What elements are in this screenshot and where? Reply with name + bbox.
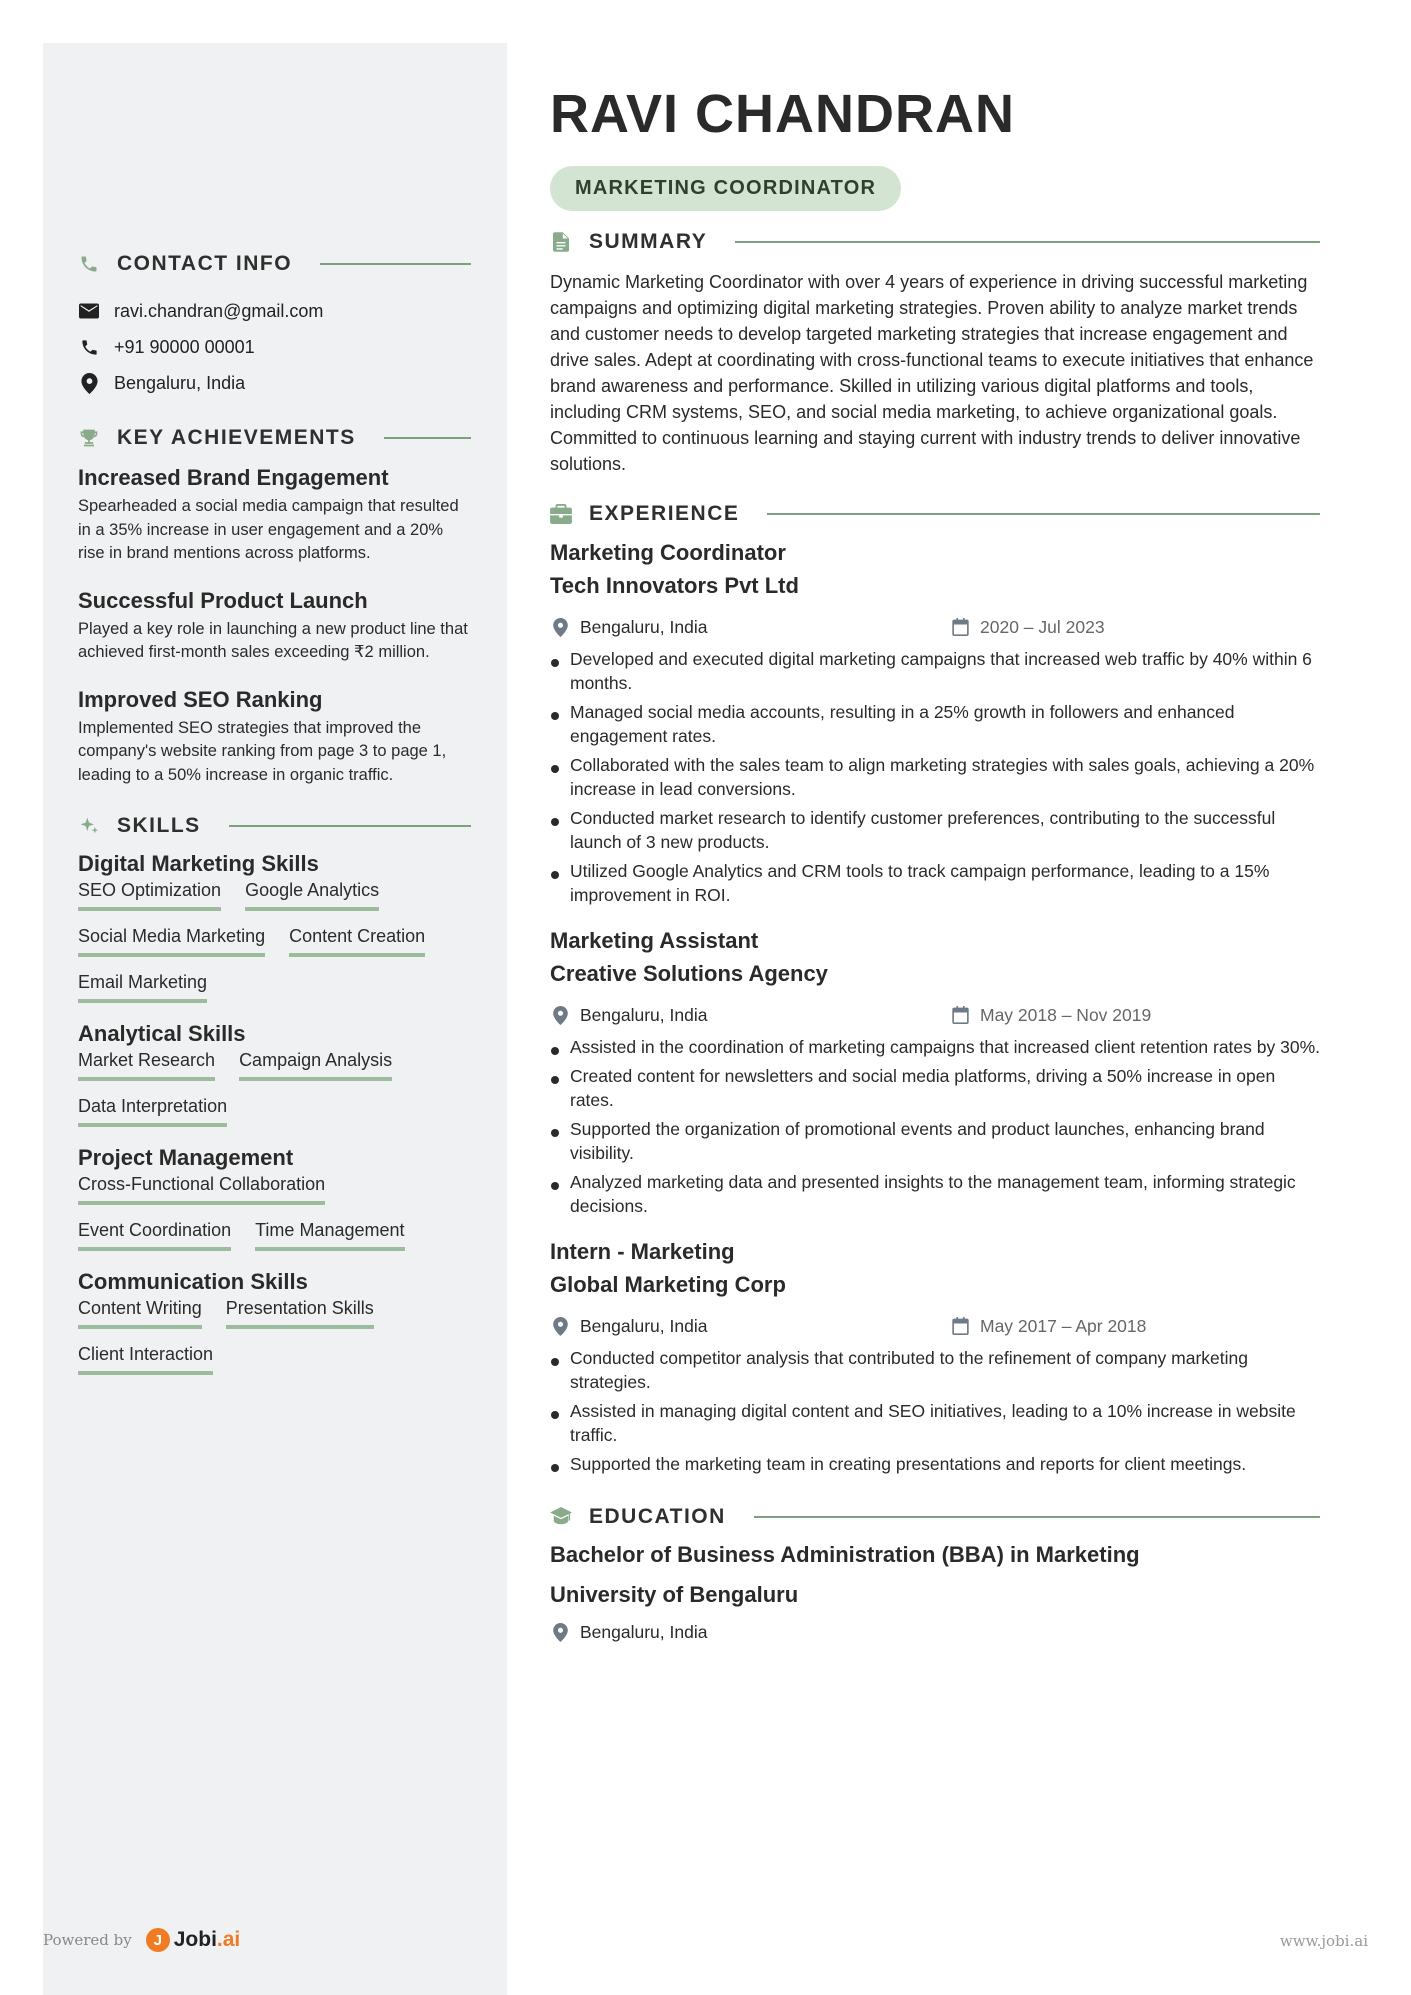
achievement-title: Increased Brand Engagement: [78, 465, 389, 490]
candidate-name: RAVI CHANDRAN: [550, 84, 1015, 144]
job-entry: [550, 925, 1320, 1218]
contact-location: [78, 365, 471, 401]
jobi-logo[interactable]: [146, 1928, 241, 1952]
job-entry: [550, 537, 1320, 907]
list-item: Analyzed marketing data and presented insights to the management team, informing strategic decisions.: [550, 1170, 1320, 1218]
skill-tags: [78, 879, 471, 1003]
job-bullets: [550, 647, 1320, 907]
powered-by: [43, 1928, 240, 1952]
section-rule: [229, 825, 471, 827]
job-title: Marketing Assistant: [550, 928, 759, 953]
job-company: Tech Innovators Pvt Ltd: [550, 573, 799, 598]
mail-icon: [78, 300, 100, 322]
job-location: Bengaluru, India: [580, 616, 708, 637]
skill-group: [78, 1269, 471, 1375]
list-item: Assisted in managing digital content and SEO initiatives, leading to a 10% increase in website traffic.: [550, 1399, 1320, 1447]
skill-group-title: Digital Marketing Skills: [78, 851, 319, 876]
location-pin-icon: [550, 617, 570, 637]
job-dates: May 2018 – Nov 2019: [980, 1004, 1152, 1025]
skill-tag: Cross-Functional Collaboration: [78, 1173, 325, 1205]
briefcase-icon: [550, 503, 572, 525]
summary-text: Dynamic Marketing Coordinator with over 4 years of experience in driving successful marketing campaigns and optimizing digital marketing strategies. Proven ability to analyze market trends and customer needs to develop targeted marketing strategies that increase engagement and drive sales. Adept at coordinating with cross-functional teams to execute initiatives that enhance brand awareness and performance. Skilled in utilizing various digital platforms and tools, including CRM systems, SEO, and social media marketing, to achieve organizational goals. Committed to continuous learning and staying current with industry trends to deliver innovative solutions.: [550, 272, 1314, 474]
education-heading: EDUCATION: [550, 1500, 1320, 1534]
list-item: Developed and executed digital marketing campaigns that increased web traffic by 40% within 6 months.: [550, 647, 1320, 695]
list-item: Supported the organization of promotional events and product launches, enhancing brand visibility.: [550, 1117, 1320, 1165]
education-school: University of Bengaluru: [550, 1582, 799, 1607]
skill-tags: [78, 1173, 471, 1251]
achievement-desc: Played a key role in launching a new product line that achieved first-month sales exceeding ₹2 million.: [78, 619, 468, 661]
skill-group: [78, 1145, 471, 1251]
powered-by-text: Powered by: [43, 1931, 132, 1949]
skill-tag: Email Marketing: [78, 971, 207, 1003]
job-company: Creative Solutions Agency: [550, 961, 828, 986]
contact-section: [78, 247, 471, 1393]
role-badge: MARKETING COORDINATOR: [550, 166, 901, 211]
jobi-logo-suffix: .ai: [216, 1928, 241, 1951]
job-meta: [550, 609, 1320, 645]
location-pin-icon: [78, 372, 100, 394]
trophy-icon: [78, 427, 100, 449]
calendar-icon: [950, 1316, 970, 1336]
skill-group-title: Analytical Skills: [78, 1021, 246, 1046]
list-item: Managed social media accounts, resulting in a 25% growth in followers and enhanced engagement rates.: [550, 700, 1320, 748]
job-entry: [550, 1236, 1320, 1476]
contact-phone[interactable]: [78, 329, 471, 365]
education-location: Bengaluru, India: [580, 1621, 708, 1642]
job-meta: [550, 1308, 1320, 1344]
achievement-item: [78, 687, 471, 788]
job-bullets: [550, 1035, 1320, 1218]
skill-tags: [78, 1297, 471, 1375]
location-pin-icon: [550, 1316, 570, 1336]
list-item: Utilized Google Analytics and CRM tools to track campaign performance, leading to a 15% improvement in ROI.: [550, 859, 1320, 907]
section-rule: [767, 513, 1320, 515]
phone-icon: [78, 336, 100, 358]
document-icon: [550, 231, 572, 253]
list-item: Conducted market research to identify customer preferences, contributing to the successful launch of 3 new products.: [550, 806, 1320, 854]
section-rule: [735, 241, 1320, 243]
job-location: Bengaluru, India: [580, 1004, 708, 1025]
skill-tag: Social Media Marketing: [78, 925, 265, 957]
graduation-cap-icon: [550, 1506, 572, 1528]
section-rule: [320, 263, 471, 265]
skill-tag: Time Management: [255, 1219, 404, 1251]
phone-icon: [78, 253, 100, 275]
achievement-title: Improved SEO Ranking: [78, 686, 323, 712]
footer-site-link[interactable]: www.jobi.ai: [1279, 1932, 1368, 1950]
skill-group: [78, 1021, 471, 1127]
skill-tag: Data Interpretation: [78, 1095, 227, 1127]
jobi-logo-text: Jobi: [173, 1928, 217, 1951]
skill-group-title: Communication Skills: [78, 1269, 308, 1294]
main-content: [550, 80, 1320, 1650]
skill-group-title: Project Management: [78, 1145, 294, 1170]
skill-group: [78, 851, 471, 1003]
jobi-logo-mark: J: [146, 1928, 170, 1952]
list-item: Assisted in the coordination of marketing campaigns that increased client retention rates by 30%.: [550, 1035, 1320, 1059]
skill-tag: Campaign Analysis: [239, 1049, 392, 1081]
job-title: Marketing Coordinator: [550, 540, 786, 565]
list-item: Conducted competitor analysis that contributed to the refinement of company marketing strategies.: [550, 1346, 1320, 1394]
sidebar: [43, 43, 507, 1995]
email-text: ravi.chandran@gmail.com: [114, 300, 324, 321]
skill-tag: Google Analytics: [245, 879, 379, 911]
skill-tag: Client Interaction: [78, 1343, 213, 1375]
section-rule: [384, 437, 471, 439]
skill-tag: SEO Optimization: [78, 879, 221, 911]
calendar-icon: [950, 617, 970, 637]
list-item: Collaborated with the sales team to align marketing strategies with sales goals, achieving a 20% increase in lead conversions.: [550, 753, 1320, 801]
location-text: Bengaluru, India: [114, 372, 246, 393]
skill-tag: Content Writing: [78, 1297, 202, 1329]
education-meta: [550, 1614, 1320, 1650]
job-location: Bengaluru, India: [580, 1315, 708, 1336]
job-meta: [550, 997, 1320, 1033]
skill-tag: Event Coordination: [78, 1219, 231, 1251]
job-dates: May 2017 – Apr 2018: [980, 1315, 1147, 1336]
achievement-title: Successful Product Launch: [78, 587, 368, 613]
job-company: Global Marketing Corp: [550, 1272, 786, 1297]
achievement-desc: Implemented SEO strategies that improved the company's website ranking from page 3 to page 1, leading to a 50% increase in organic traffic.: [78, 718, 447, 784]
contact-heading: CONTACT INFO: [78, 247, 471, 281]
skill-tag: Market Research: [78, 1049, 215, 1081]
job-bullets: [550, 1346, 1320, 1476]
phone-text: +91 90000 00001: [114, 336, 255, 357]
education-degree: Bachelor of Business Administration (BBA) in Marketing: [550, 1542, 1140, 1567]
job-dates: 2020 – Jul 2023: [980, 616, 1105, 637]
location-pin-icon: [550, 1622, 570, 1642]
achievements-heading: KEY ACHIEVEMENTS: [78, 421, 471, 455]
achievement-desc: Spearheaded a social media campaign that resulted in a 35% increase in user engagement and a 20% rise in brand mentions across platforms.: [78, 497, 459, 562]
skill-tag: Content Creation: [289, 925, 425, 957]
contact-email[interactable]: [78, 293, 471, 329]
location-pin-icon: [550, 1005, 570, 1025]
section-rule: [754, 1516, 1320, 1518]
experience-heading: EXPERIENCE: [550, 497, 1320, 531]
skills-heading: SKILLS: [78, 809, 471, 843]
job-title: Intern - Marketing: [550, 1239, 735, 1264]
skill-tag: Presentation Skills: [226, 1297, 374, 1329]
achievement-item: [78, 588, 471, 665]
achievement-item: [78, 465, 471, 566]
list-item: Supported the marketing team in creating presentations and reports for client meetings.: [550, 1452, 1320, 1476]
list-item: Created content for newsletters and social media platforms, driving a 50% increase in open rates.: [550, 1064, 1320, 1112]
summary-heading: SUMMARY: [550, 225, 1320, 259]
calendar-icon: [950, 1005, 970, 1025]
skill-tags: [78, 1049, 471, 1127]
sparkle-icon: [78, 815, 100, 837]
